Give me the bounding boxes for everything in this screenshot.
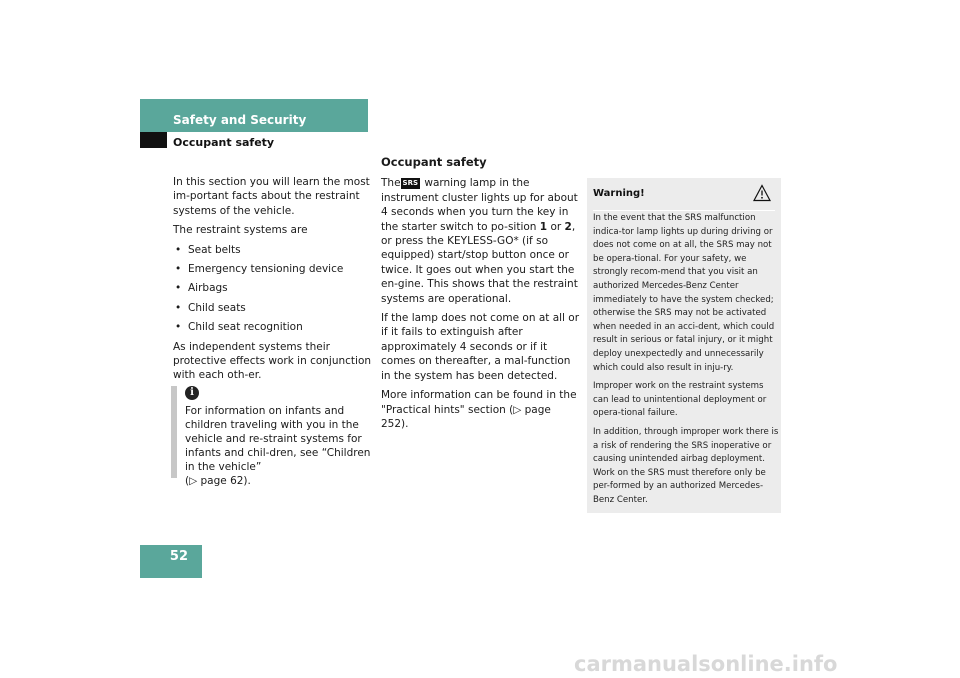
text-fragment: warning lamp in the instrument cluster lights up for about 4 seconds when you turn the key in the starter switch to po-sition [381,177,578,233]
info-text [185,404,371,488]
list-item: • Emergency tensioning device [173,262,373,276]
warning-paragraph: In the event that the SRS malfunction indica-tor lamp lights up during driving or does not come on at all, the SRS may not be opera-tional. For your safety, we strongly recom-mend that you visit an authorized Mercedes-Benz Center immediately to have the system checked; otherwise the SRS may not be activated when needed in an acci-dent, which could result in serious or fatal injury, or it might deploy unexpectedly and unnecessarily which could also result in inju-ry. [593,213,775,373]
malfunction-paragraph: If the lamp does not come on at all or if it fails to extinguish after approximately 4 seconds or if it comes on thereafter, a mal-function in the system has been detected. [381,312,580,382]
middle-column [381,155,581,436]
list-item: • Airbags [173,281,373,295]
text-fragment: The [381,177,401,190]
srs-paragraph [381,176,581,306]
page-reference-link[interactable]: (▷ page 62). [185,475,251,487]
info-note [171,386,371,487]
section-title: Occupant safety [173,136,275,149]
warning-box [587,178,781,513]
position-1: 1 [539,220,548,233]
warning-paragraph: Improper work on the restraint systems can lead to unintentional deployment or opera-tional failure. [593,381,767,419]
warning-paragraph: In addition, through improper work there is a risk of rendering the SRS inoperative or causing unintended airbag deployment. Work on the SRS must therefore only be per-formed by an authorized Mercedes-Benz Center. [593,426,779,505]
section-marker [140,132,167,148]
warning-title: Warning! [593,188,645,199]
intro-paragraph: In this section you will learn the most im-portant facts about the restraint systems of the vehicle. [173,176,370,217]
warning-triangle-icon [753,184,771,202]
left-column [173,175,373,388]
systems-lead: The restraint systems are [173,224,308,237]
section-heading: Occupant safety [381,155,487,169]
list-item: • Seat belts [173,243,373,257]
more-info-paragraph: More information can be found in the "Practical hints" section (▷ page 252). [381,389,577,430]
info-icon: i [185,386,199,400]
text-fragment: , or press the KEYLESS-GO* (if so equipped) start/stop button once or twice. It goes out when you start the en-gine. This shows that the restraint systems are operational. [381,220,578,305]
list-item: • Child seat recognition [173,320,373,334]
text-fragment: or [547,220,565,233]
warning-divider [593,210,775,211]
info-text-main: For information on infants and children traveling with you in the vehicle and re-straint systems for infants and chil-dren, see “Children in the vehicle” [185,405,371,473]
warning-body [593,212,779,512]
page-number: 52 [169,549,188,564]
watermark: carmanualsonline.info [574,652,838,676]
page-number-box [140,545,202,578]
srs-lamp-icon: SRS [402,179,419,188]
position-2: 2 [564,220,572,233]
restraint-systems-list [173,243,373,335]
closing-paragraph: As independent systems their protective effects work in conjunction with each oth-er. [173,340,372,382]
list-item: • Child seats [173,301,373,315]
chapter-title: Safety and Security [173,113,307,127]
